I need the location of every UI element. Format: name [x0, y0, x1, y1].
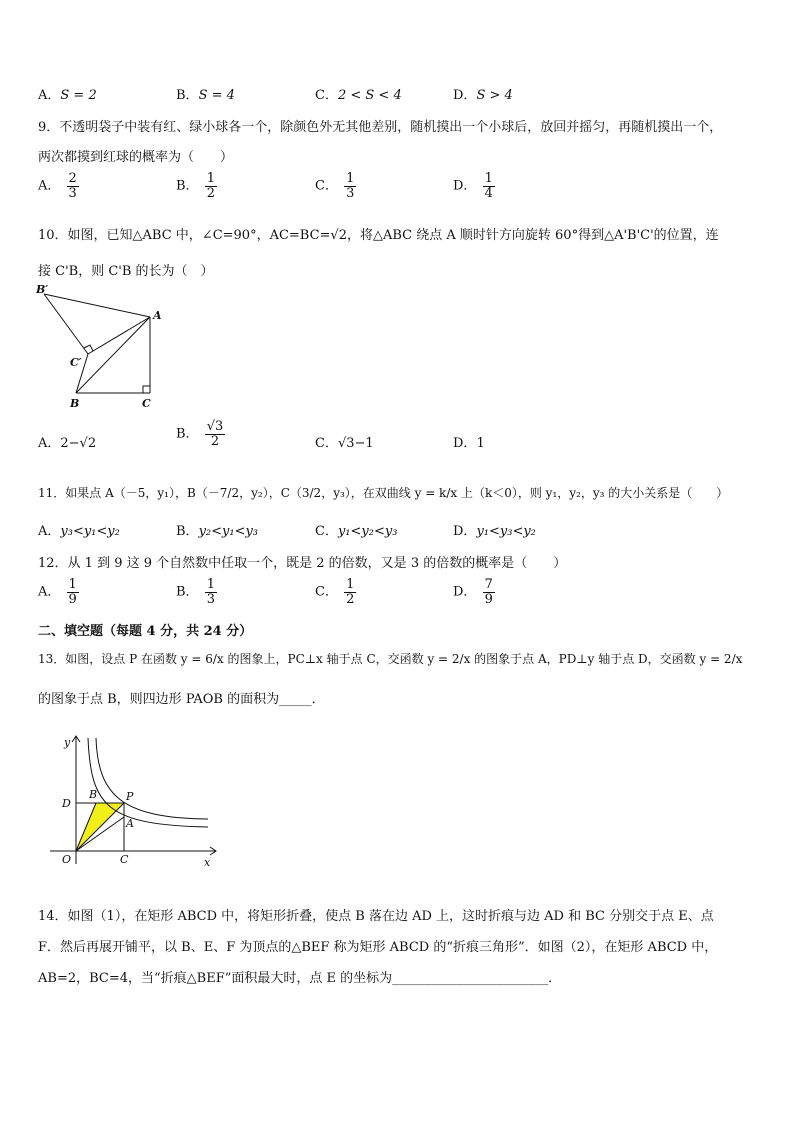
q12-text-line1: 12．从 1 到 9 这 9 个自然数中任取一个，既是 2 的倍数，又是 3 的倍数的概率是（ ） — [38, 556, 567, 571]
q9-option-a: A． $\frac{2}{3}$ — [38, 171, 77, 201]
q11-option-c: C．y₁<y₂<y₃ — [315, 524, 398, 539]
line-bprime-cprime — [44, 294, 88, 354]
q11-text-line1: 11．如果点 A（－5，y₁），B（－7/2，y₂），C（3/2，y₃），在双曲线 y = k/x 上（k＜0），则 y₁，y₂，y₃ 的大小关系是（ ） — [38, 486, 729, 500]
q9-option-c: C． $\frac{1}{3}$ — [315, 171, 355, 201]
label-p: P — [126, 790, 134, 803]
q12-option-a: A． $\frac{1}{9}$ — [38, 577, 77, 607]
label-a: A — [153, 309, 162, 322]
label-d: D — [62, 797, 71, 810]
q11-option-a: A．y₃<y₁<y₂ — [38, 524, 120, 539]
q11-option-b: B．y₂<y₁<y₃ — [176, 524, 259, 539]
q10-text-line2: 接 C'B，则 C'B 的长为（ ） — [38, 264, 214, 279]
q8-option-d: D．S > 4 — [453, 88, 513, 103]
q10-option-c: C．√3−1 — [315, 436, 374, 451]
label-y: y — [64, 736, 71, 749]
label-bprime: B′ — [36, 283, 49, 296]
q12-fraction-c: $\frac{1}{2}$ — [346, 577, 355, 607]
label-c: C — [120, 853, 129, 866]
q8-option-c: C．2 < S < 4 — [315, 88, 402, 103]
q12-option-b: B． $\frac{1}{3}$ — [176, 577, 215, 607]
q10-fraction-b: $\frac{√3}{2}$ — [206, 419, 224, 449]
q13-text-line1: 13．如图，设点 P 在函数 y = 6/x 的图象上，PC⊥x 轴于点 C，交函数 y = 2/x 的图象于点 A，PD⊥y 轴于点 D，交函数 y = 2/x — [38, 652, 743, 666]
label-b: B — [70, 397, 80, 410]
q13-hyperbola-figure — [44, 726, 224, 871]
label-x: x — [204, 856, 211, 869]
q9-fraction-a: $\frac{2}{3}$ — [68, 171, 77, 201]
q9-text-line1: 9．不透明袋子中装有红、绿小球各一个，除颜色外无其他差别，随机摸出一个小球后，放回并摇匀，再随机摸出一个， — [38, 120, 723, 135]
label-cprime: C′ — [70, 356, 82, 369]
q9-fraction-d: $\frac{1}{4}$ — [484, 171, 493, 201]
q9-text-line2: 两次都摸到红球的概率为（ ） — [38, 150, 234, 165]
q13-text-line2: 的图象于点 B，则四边形 PAOB 的面积为_____． — [38, 692, 325, 707]
q9-option-d: D． $\frac{1}{4}$ — [453, 171, 493, 201]
q9-fraction-c: $\frac{1}{3}$ — [346, 171, 355, 201]
q12-option-c: C． $\frac{1}{2}$ — [315, 577, 355, 607]
section-heading-fill-in: 二、填空题（每题 4 分，共 24 分） — [38, 624, 253, 639]
q12-fraction-d: $\frac{7}{9}$ — [484, 577, 493, 607]
q8-option-b: B．S = 4 — [176, 88, 235, 103]
q14-text-line1: 14．如图（1），在矩形 ABCD 中，将矩形折叠，使点 B 落在边 AD 上，这时折痕与边 AD 和 BC 分别交于点 E、点 — [38, 909, 714, 924]
line-bprime-a — [44, 294, 150, 317]
q10-option-b: B． $\frac{√3}{2}$ — [176, 419, 224, 449]
q14-text-line3: AB=2，BC=4，当“折痕△BEF”面积最大时，点 E 的坐标为________________________． — [38, 971, 562, 986]
q9-fraction-b: $\frac{1}{2}$ — [206, 171, 215, 201]
q10-triangle-figure — [30, 280, 170, 412]
q10-option-a: A．2−√2 — [38, 436, 97, 451]
line-b-a — [76, 317, 150, 393]
q12-option-d: D． $\frac{7}{9}$ — [453, 577, 493, 607]
right-angle-mark-c — [143, 386, 150, 393]
q10-text-line1: 10．如图，已知△ABC 中，∠C=90°，AC=BC=√2，将△ABC 绕点 A 顺时针方向旋转 60°得到△A'B'C'的位置，连 — [38, 228, 719, 243]
q14-text-line2: F．然后再展开铺平，以 B、E、F 为顶点的△BEF 称为矩形 ABCD 的“折痕三角形”．如图（2），在矩形 ABCD 中， — [38, 940, 718, 955]
label-o: O — [62, 853, 72, 866]
q10-option-d: D．1 — [453, 436, 485, 451]
q11-option-d: D．y₁<y₃<y₂ — [453, 524, 536, 539]
label-c: C — [142, 397, 151, 410]
q12-fraction-b: $\frac{1}{3}$ — [206, 577, 215, 607]
label-a: A — [126, 817, 134, 830]
q8-option-a: A．S = 2 — [38, 88, 97, 103]
q9-option-b: B． $\frac{1}{2}$ — [176, 171, 215, 201]
q12-fraction-a: $\frac{1}{9}$ — [68, 577, 77, 607]
label-b: B — [89, 788, 98, 801]
